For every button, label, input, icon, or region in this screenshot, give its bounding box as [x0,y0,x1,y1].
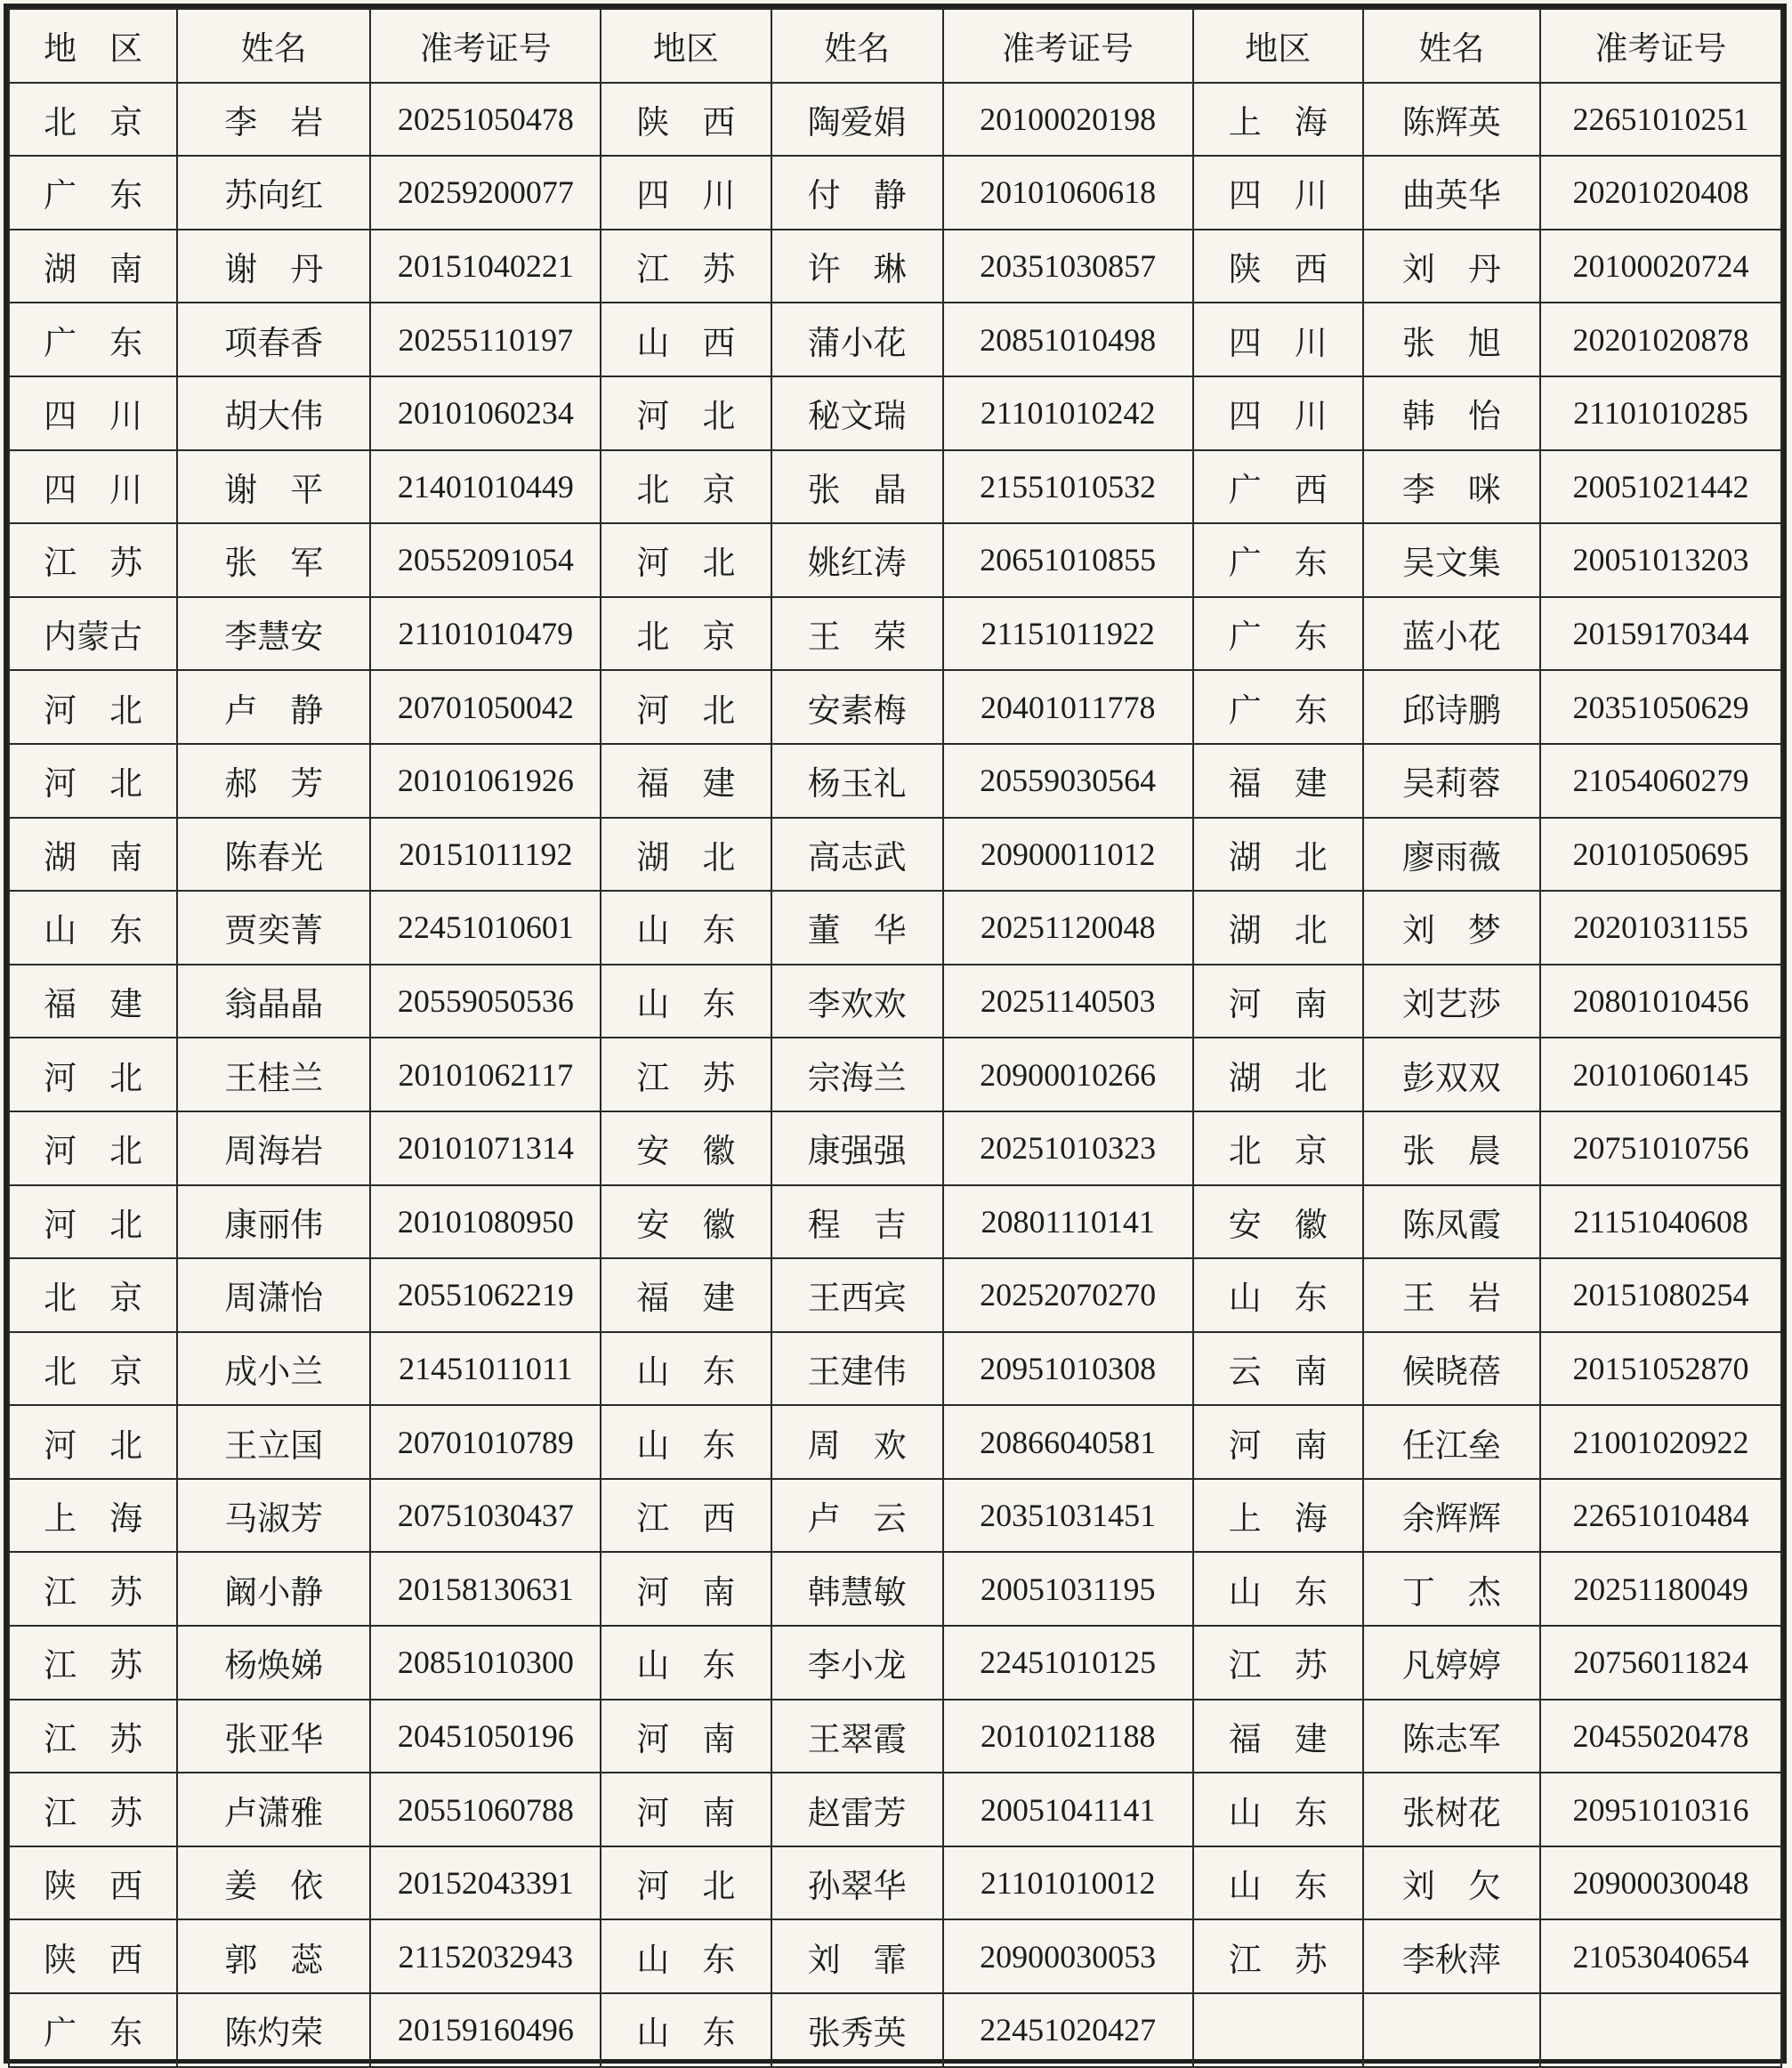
exam-id-cell: 20451050196 [370,1700,601,1773]
name-cell: 安素梅 [771,670,943,744]
region-cell: 安 徽 [601,1185,771,1259]
region-cell: 河 北 [601,376,771,450]
table-row [9,818,1781,892]
exam-id-cell: 20151011192 [370,818,601,892]
exam-id-cell: 20101062117 [370,1038,601,1111]
table-row [9,1846,1781,1920]
exam-id-cell: 20801010456 [1540,965,1781,1038]
name-cell: 凡婷婷 [1363,1626,1540,1700]
name-cell: 姚红涛 [771,523,943,597]
name-cell: 张秀英 [771,1993,943,2067]
name-cell: 蒲小花 [771,303,943,376]
header-name-3: 姓名 [1363,9,1540,83]
table-row [9,670,1781,744]
name-cell: 候晓蓓 [1363,1332,1540,1406]
region-cell: 四 川 [1193,376,1363,450]
name-cell: 吴莉蓉 [1363,744,1540,818]
region-cell: 广 东 [1193,597,1363,671]
exam-id-cell: 20051041141 [943,1773,1193,1846]
exam-id-cell: 20101060234 [370,376,601,450]
name-cell: 刘 欠 [1363,1846,1540,1920]
name-cell: 张 军 [177,523,370,597]
region-cell: 四 川 [1193,303,1363,376]
roster-sheet [4,4,1787,2064]
exam-id-cell: 20151040221 [370,230,601,303]
region-cell: 山 东 [601,1626,771,1700]
exam-id-cell: 21151011922 [943,597,1193,671]
region-cell: 上 海 [1193,1479,1363,1553]
name-cell: 王翠霞 [771,1700,943,1773]
region-cell: 北 京 [9,1332,177,1406]
name-cell: 王桂兰 [177,1038,370,1111]
name-cell: 成小兰 [177,1332,370,1406]
exam-id-cell: 20101050695 [1540,818,1781,892]
name-cell: 卢 云 [771,1479,943,1553]
exam-id-cell: 20259200077 [370,156,601,230]
region-cell: 河 北 [9,670,177,744]
region-cell: 河 南 [1193,1405,1363,1479]
exam-id-cell: 20651010855 [943,523,1193,597]
exam-id-cell: 20251010323 [943,1111,1193,1185]
name-cell: 卢 静 [177,670,370,744]
region-cell: 河 南 [601,1700,771,1773]
table-row [9,1552,1781,1626]
region-cell: 陕 西 [1193,230,1363,303]
exam-id-cell: 21101010479 [370,597,601,671]
name-cell: 张亚华 [177,1700,370,1773]
region-cell: 湖 北 [1193,891,1363,965]
name-cell: 李慧安 [177,597,370,671]
exam-id-cell: 20552091054 [370,523,601,597]
region-cell: 江 苏 [1193,1919,1363,1993]
exam-roster-table [8,8,1782,2068]
region-cell: 上 海 [1193,83,1363,157]
region-cell: 山 东 [1193,1258,1363,1332]
exam-id-cell: 20551060788 [370,1773,601,1846]
exam-id-cell: 20756011824 [1540,1626,1781,1700]
name-cell: 张 旭 [1363,303,1540,376]
name-cell: 张 晨 [1363,1111,1540,1185]
exam-id-cell: 21101010285 [1540,376,1781,450]
exam-id-cell: 20900030053 [943,1919,1193,1993]
name-cell: 韩 怡 [1363,376,1540,450]
name-cell: 陈辉英 [1363,83,1540,157]
region-cell: 上 海 [9,1479,177,1553]
region-cell: 福 建 [9,965,177,1038]
exam-id-cell: 22651010484 [1540,1479,1781,1553]
exam-id-cell: 20051021442 [1540,450,1781,524]
exam-id-cell: 20251140503 [943,965,1193,1038]
name-cell: 程 吉 [771,1185,943,1259]
region-cell: 河 北 [9,1405,177,1479]
name-cell: 邱诗鹏 [1363,670,1540,744]
name-cell: 陈春光 [177,818,370,892]
exam-id-cell: 21101010012 [943,1846,1193,1920]
header-region-3: 地区 [1193,9,1363,83]
name-cell: 周海岩 [177,1111,370,1185]
exam-id-cell: 22451010125 [943,1626,1193,1700]
name-cell: 陈灼荣 [177,1993,370,2067]
exam-id-cell: 20101080950 [370,1185,601,1259]
name-cell: 陶爱娟 [771,83,943,157]
name-cell: 任江垒 [1363,1405,1540,1479]
region-cell: 四 川 [9,450,177,524]
name-cell: 王 岩 [1363,1258,1540,1332]
table-row [9,303,1781,376]
exam-id-cell: 21001020922 [1540,1405,1781,1479]
name-cell: 周潇怡 [177,1258,370,1332]
region-cell: 江 苏 [9,1552,177,1626]
table-row [9,891,1781,965]
header-name-2: 姓名 [771,9,943,83]
name-cell: 康强强 [771,1111,943,1185]
header-exam-id-1: 准考证号 [370,9,601,83]
region-cell: 江 苏 [9,1626,177,1700]
name-cell: 李欢欢 [771,965,943,1038]
header-region-2: 地区 [601,9,771,83]
table-row [9,1919,1781,1993]
exam-id-cell: 20900030048 [1540,1846,1781,1920]
name-cell: 贾奕菁 [177,891,370,965]
region-cell: 北 京 [9,1258,177,1332]
region-cell: 山 东 [601,891,771,965]
region-cell: 江 苏 [601,230,771,303]
table-row [9,1700,1781,1773]
table-row [9,744,1781,818]
exam-id-cell: 20559030564 [943,744,1193,818]
exam-id-cell: 20151052870 [1540,1332,1781,1406]
name-cell: 赵雷芳 [771,1773,943,1846]
region-cell: 山 西 [601,303,771,376]
name-cell: 孙翠华 [771,1846,943,1920]
region-cell: 湖 北 [1193,1038,1363,1111]
region-cell: 陕 西 [601,83,771,157]
region-cell: 河 南 [601,1552,771,1626]
exam-id-cell: 20351031451 [943,1479,1193,1553]
table-row [9,1111,1781,1185]
name-cell: 韩慧敏 [771,1552,943,1626]
exam-id-cell: 20101021188 [943,1700,1193,1773]
exam-id-cell [1540,1993,1781,2067]
table-row [9,1479,1781,1553]
region-cell: 湖 北 [1193,818,1363,892]
region-cell: 陕 西 [9,1846,177,1920]
table-row [9,1332,1781,1406]
name-cell: 丁 杰 [1363,1552,1540,1626]
name-cell: 谢 平 [177,450,370,524]
name-cell: 宗海兰 [771,1038,943,1111]
region-cell: 山 东 [1193,1773,1363,1846]
region-cell: 河 北 [601,523,771,597]
exam-id-cell: 20201020408 [1540,156,1781,230]
table-row [9,450,1781,524]
table-row [9,523,1781,597]
exam-id-cell: 20101071314 [370,1111,601,1185]
exam-id-cell: 20201020878 [1540,303,1781,376]
region-cell: 广 东 [1193,670,1363,744]
region-cell: 湖 南 [9,230,177,303]
name-cell [1363,1993,1540,2067]
name-cell: 刘 丹 [1363,230,1540,303]
region-cell: 安 徽 [601,1111,771,1185]
region-cell: 河 北 [601,1846,771,1920]
exam-id-cell: 20251050478 [370,83,601,157]
region-cell: 河 南 [1193,965,1363,1038]
table-row [9,1626,1781,1700]
region-cell: 四 川 [9,376,177,450]
region-cell: 江 苏 [9,1773,177,1846]
exam-id-cell: 20701010789 [370,1405,601,1479]
region-cell: 河 北 [9,1111,177,1185]
name-cell: 陈凤霞 [1363,1185,1540,1259]
region-cell: 湖 北 [601,818,771,892]
name-cell: 张树花 [1363,1773,1540,1846]
exam-id-cell: 20251180049 [1540,1552,1781,1626]
name-cell: 杨玉礼 [771,744,943,818]
name-cell: 刘 梦 [1363,891,1540,965]
region-cell: 山 东 [601,1919,771,1993]
exam-id-cell: 21401010449 [370,450,601,524]
region-cell [1193,1993,1363,2067]
region-cell: 广 东 [9,1993,177,2067]
table-row [9,597,1781,671]
header-exam-id-2: 准考证号 [943,9,1193,83]
name-cell: 刘 霏 [771,1919,943,1993]
exam-id-cell: 20255110197 [370,303,601,376]
exam-id-cell: 20751010756 [1540,1111,1781,1185]
name-cell: 许 琳 [771,230,943,303]
exam-id-cell: 20951010316 [1540,1773,1781,1846]
exam-id-cell: 20152043391 [370,1846,601,1920]
region-cell: 山 东 [601,1993,771,2067]
name-cell: 王立国 [177,1405,370,1479]
exam-id-cell: 20100020724 [1540,230,1781,303]
name-cell: 翁晶晶 [177,965,370,1038]
name-cell: 卢潇雅 [177,1773,370,1846]
exam-id-cell: 20851010300 [370,1626,601,1700]
region-cell: 江 苏 [9,1700,177,1773]
table-row [9,83,1781,157]
region-cell: 北 京 [9,83,177,157]
exam-id-cell: 21054060279 [1540,744,1781,818]
name-cell: 姜 依 [177,1846,370,1920]
header-exam-id-3: 准考证号 [1540,9,1781,83]
exam-id-cell: 21101010242 [943,376,1193,450]
exam-id-cell: 22451020427 [943,1993,1193,2067]
name-cell: 苏向红 [177,156,370,230]
name-cell: 康丽伟 [177,1185,370,1259]
region-cell: 山 东 [601,965,771,1038]
name-cell: 李 咪 [1363,450,1540,524]
table-row [9,1993,1781,2067]
region-cell: 云 南 [1193,1332,1363,1406]
name-cell: 余辉辉 [1363,1479,1540,1553]
region-cell: 内蒙古 [9,597,177,671]
name-cell: 彭双双 [1363,1038,1540,1111]
region-cell: 广 东 [9,156,177,230]
exam-id-cell: 20900011012 [943,818,1193,892]
table-row [9,1773,1781,1846]
exam-id-cell: 20201031155 [1540,891,1781,965]
region-cell: 四 川 [601,156,771,230]
name-cell: 胡大伟 [177,376,370,450]
table-row [9,1185,1781,1259]
name-cell: 刘艺莎 [1363,965,1540,1038]
exam-id-cell: 20751030437 [370,1479,601,1553]
exam-id-cell: 20551062219 [370,1258,601,1332]
name-cell: 王西宾 [771,1258,943,1332]
exam-id-cell: 22451010601 [370,891,601,965]
table-row [9,230,1781,303]
region-cell: 四 川 [1193,156,1363,230]
exam-id-cell: 21053040654 [1540,1919,1781,1993]
name-cell: 廖雨薇 [1363,818,1540,892]
exam-id-cell: 20401011778 [943,670,1193,744]
exam-id-cell: 21151040608 [1540,1185,1781,1259]
exam-id-cell: 20351030857 [943,230,1193,303]
table-row [9,1405,1781,1479]
exam-id-cell: 20100020198 [943,83,1193,157]
name-cell: 马淑芳 [177,1479,370,1553]
region-cell: 江 苏 [601,1038,771,1111]
region-cell: 北 京 [601,597,771,671]
exam-id-cell: 21152032943 [370,1919,601,1993]
exam-id-cell: 20158130631 [370,1552,601,1626]
header-row [9,9,1781,83]
name-cell: 董 华 [771,891,943,965]
region-cell: 福 建 [601,744,771,818]
name-cell: 陈志军 [1363,1700,1540,1773]
exam-id-cell: 20252070270 [943,1258,1193,1332]
region-cell: 陕 西 [9,1919,177,1993]
exam-id-cell: 20701050042 [370,670,601,744]
region-cell: 江 苏 [1193,1626,1363,1700]
table-row [9,1038,1781,1111]
region-cell: 江 苏 [9,523,177,597]
name-cell: 王建伟 [771,1332,943,1406]
exam-id-cell: 20159160496 [370,1993,601,2067]
exam-id-cell: 20851010498 [943,303,1193,376]
exam-id-cell: 20900010266 [943,1038,1193,1111]
exam-id-cell: 20559050536 [370,965,601,1038]
name-cell: 蓝小花 [1363,597,1540,671]
region-cell: 福 建 [1193,1700,1363,1773]
region-cell: 河 北 [601,670,771,744]
exam-id-cell: 20051013203 [1540,523,1781,597]
exam-id-cell: 22651010251 [1540,83,1781,157]
region-cell: 湖 南 [9,818,177,892]
name-cell: 王 荣 [771,597,943,671]
name-cell: 曲英华 [1363,156,1540,230]
region-cell: 安 徽 [1193,1185,1363,1259]
name-cell: 吴文集 [1363,523,1540,597]
name-cell: 李 岩 [177,83,370,157]
region-cell: 广 东 [9,303,177,376]
region-cell: 福 建 [601,1258,771,1332]
exam-id-cell: 20801110141 [943,1185,1193,1259]
region-cell: 河 北 [9,1038,177,1111]
name-cell: 阚小静 [177,1552,370,1626]
exam-id-cell: 20351050629 [1540,670,1781,744]
region-cell: 山 东 [9,891,177,965]
header-region-1: 地 区 [9,9,177,83]
region-cell: 福 建 [1193,744,1363,818]
name-cell: 杨焕娣 [177,1626,370,1700]
exam-id-cell: 20159170344 [1540,597,1781,671]
region-cell: 河 北 [9,1185,177,1259]
exam-id-cell: 20101061926 [370,744,601,818]
header-name-1: 姓名 [177,9,370,83]
name-cell: 李小龙 [771,1626,943,1700]
region-cell: 山 东 [1193,1552,1363,1626]
name-cell: 张 晶 [771,450,943,524]
region-cell: 北 京 [1193,1111,1363,1185]
name-cell: 周 欢 [771,1405,943,1479]
name-cell: 郭 蕊 [177,1919,370,1993]
name-cell: 项春香 [177,303,370,376]
exam-id-cell: 20101060618 [943,156,1193,230]
exam-id-cell: 20951010308 [943,1332,1193,1406]
exam-id-cell: 21551010532 [943,450,1193,524]
table-row [9,1258,1781,1332]
region-cell: 河 北 [9,744,177,818]
table-row [9,156,1781,230]
region-cell: 山 东 [601,1405,771,1479]
roster-body [9,83,1781,2067]
region-cell: 山 东 [1193,1846,1363,1920]
exam-id-cell: 20101060145 [1540,1038,1781,1111]
exam-id-cell: 20251120048 [943,891,1193,965]
region-cell: 山 东 [601,1332,771,1406]
exam-id-cell: 21451011011 [370,1332,601,1406]
name-cell: 秘文瑞 [771,376,943,450]
region-cell: 江 西 [601,1479,771,1553]
region-cell: 河 南 [601,1773,771,1846]
name-cell: 李秋萍 [1363,1919,1540,1993]
table-row [9,965,1781,1038]
region-cell: 北 京 [601,450,771,524]
region-cell: 广 东 [1193,523,1363,597]
exam-id-cell: 20455020478 [1540,1700,1781,1773]
exam-id-cell: 20051031195 [943,1552,1193,1626]
name-cell: 郝 芳 [177,744,370,818]
name-cell: 谢 丹 [177,230,370,303]
exam-id-cell: 20866040581 [943,1405,1193,1479]
table-row [9,376,1781,450]
name-cell: 付 静 [771,156,943,230]
exam-id-cell: 20151080254 [1540,1258,1781,1332]
name-cell: 高志武 [771,818,943,892]
region-cell: 广 西 [1193,450,1363,524]
